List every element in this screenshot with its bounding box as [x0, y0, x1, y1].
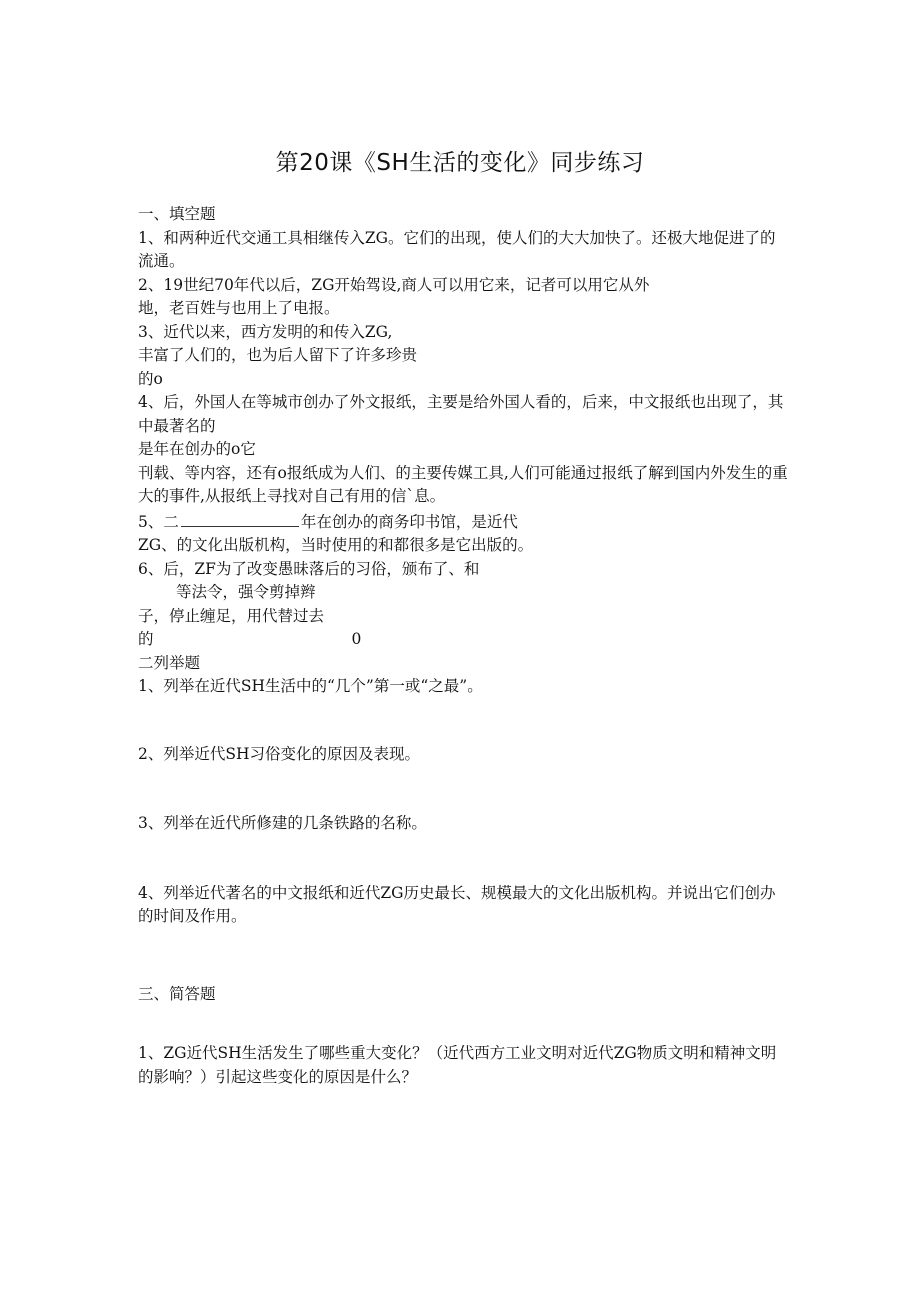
section-heading-fill-in: 一、填空题 — [138, 205, 216, 223]
fill-question-4-line-2: 是年在创办的o它 — [138, 440, 256, 458]
fill-question-6-prefix: 的 — [138, 630, 154, 648]
fill-question-4-line-3: 刊载、等内容，还有o报纸成为人们、的主要传媒工具,人们可能通过报纸了解到国内外发生的重大的事件,从报纸上寻找对自己有用的信`息。 — [138, 463, 788, 505]
fill-question-6-line-1: 6、后，ZF为了改变愚昧落后的习俗，颁布了、和 — [138, 559, 480, 578]
list-question-2: 2、列举近代SH习俗变化的原因及表现。 — [138, 744, 420, 763]
short-answer-question-1: 1、ZG近代SH生活发生了哪些重大变化？（近代西方工业文明对近代ZG物质文明和精神文明的影响？）引起这些变化的原因是什么？ — [138, 1044, 777, 1086]
fill-question-5-line-2: ZG、的文化出版机构，当时使用的和都很多是它出版的。 — [138, 536, 534, 554]
page-title: 第20课《SH生活的变化》同步练习 — [275, 150, 645, 176]
fill-question-6-line-2: 等法令，强令剪掉辫 — [176, 583, 316, 601]
fill-question-1-line-1: 1、和两种近代交通工具相继传入ZG。它们的出现，使人们的大大加快了。还极大地促进了的 — [138, 228, 776, 247]
fill-question-6-suffix: 0 — [351, 630, 362, 648]
fill-question-2-line-2: 地，老百姓与也用上了电报。 — [138, 299, 340, 317]
fill-question-3-line-2: 丰富了人们的，也为后人留下了许多珍贵 — [138, 346, 418, 364]
fill-question-3-line-3: 的o — [138, 369, 163, 388]
list-question-1: 1、列举在近代SH生活中的“几个”第一或“之最”。 — [138, 677, 483, 695]
exercise-content — [138, 203, 788, 1089]
fill-question-1-line-2: 流通。 — [138, 252, 185, 270]
list-question-4: 4、列举近代著名的中文报纸和近代ZG历史最长、规模最大的文化出版机构。并说出它们创办的时间及作用。 — [138, 883, 776, 925]
fill-question-4-line-1: 4、后，外国人在等城市创办了外文报纸，主要是给外国人看的，后来，中文报纸也出现了，其中最著名的 — [138, 393, 784, 435]
fill-question-6-line-3: 子，停止缠足，用代替过去 — [138, 606, 325, 625]
fill-question-3-line-1: 3、近代以来，西方发明的和传入ZG, — [138, 322, 393, 341]
section-heading-list: 二列举题 — [138, 653, 201, 672]
fill-question-5-line-1 — [138, 509, 788, 535]
fill-question-5-suffix: 年在创办的商务印书馆，是近代 — [300, 512, 518, 531]
fill-question-6-line-4 — [138, 628, 788, 652]
section-heading-short-answer: 三、简答题 — [138, 984, 216, 1003]
list-question-3: 3、列举在近代所修建的几条铁路的名称。 — [138, 814, 427, 832]
fill-question-5-prefix: 5、二 — [138, 512, 179, 531]
answer-blank — [181, 509, 299, 527]
fill-question-2-line-1: 2、19世纪70年代以后，ZG开始驾设,商人可以用它来，记者可以用它从外 — [138, 275, 650, 294]
